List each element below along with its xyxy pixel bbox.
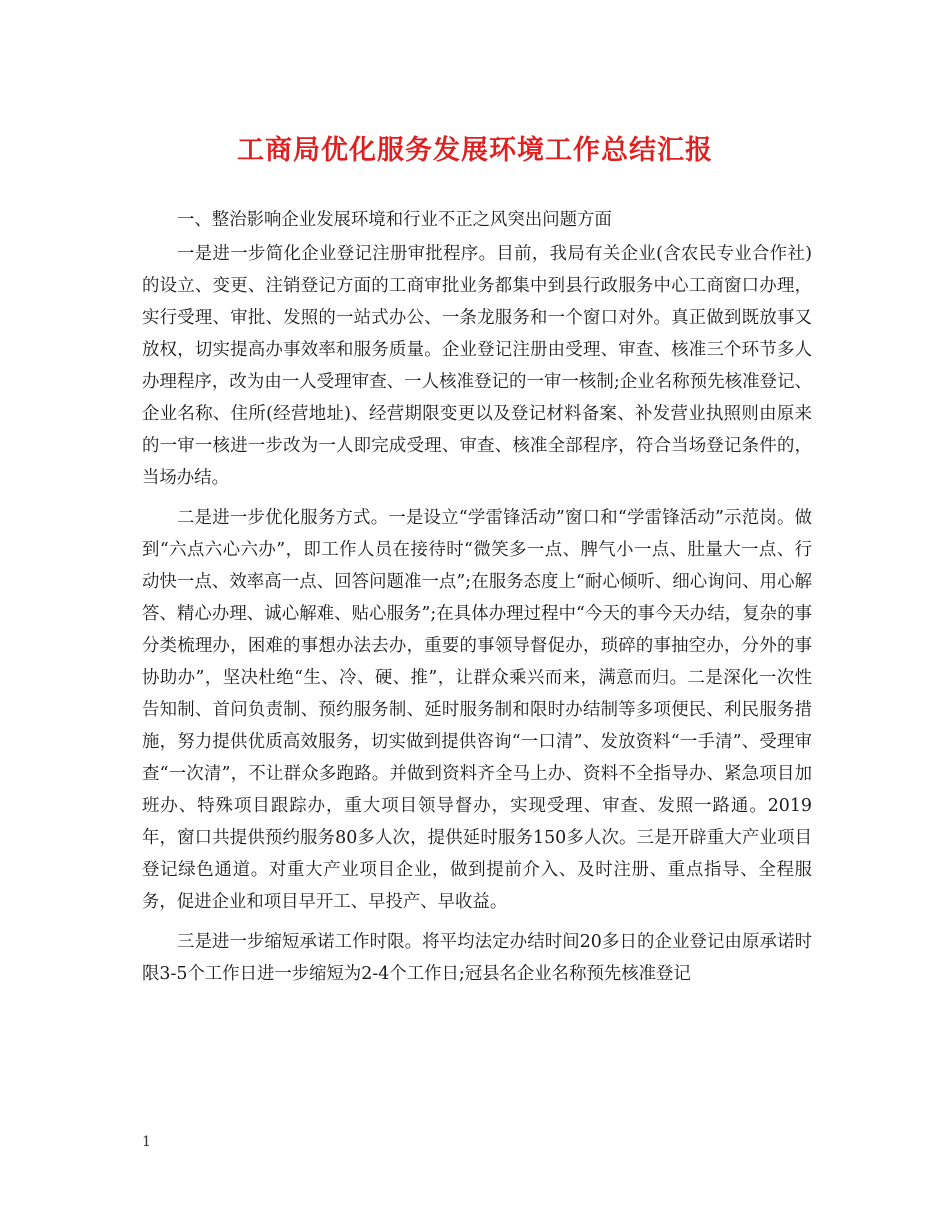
paragraph: 三是进一步缩短承诺工作时限。将平均法定办结时间20多日的企业登记由原承诺时限3-5个工作日进一步缩短为2-4个工作日;冠县名企业名称预先核准登记 xyxy=(142,932,812,984)
paragraph: 二是进一步优化服务方式。一是设立“学雷锋活动”窗口和“学雷锋活动”示范岗。做到“六点六心六办”，即工作人员在接待时“微笑多一点、脾气小一点、肚量大一点、行动快一点、效率高一点、回答问题准一点”;在服务态度上“耐心倾听、细心询问、用心解答、精心办理、诚心解难、贴心服务”;在具体办理过程中“今天的事今天办结，复杂的事分类梳理办，困难的事想办法去办，重要的事领导督促办，琐碎的事抽空办，分外的事协助办”，坚决杜绝“生、冷、硬、推”，让群众乘兴而来，满意而归。二是深化一次性告知制、首问负责制、预约服务制、延时服务制和限时办结制等多项便民、利民服务措施，努力提供优质高效服务，切实做到提供咨询“一口清”、发放资料“一手清”、受理审查“一次清”，不让群众多跑路。并做到资料齐全马上办、资料不全指导办、紧急项目加班办、特殊项目跟踪办，重大项目领导督办，实现受理、审查、发照一路通。2019年，窗口共提供预约服务80多人次，提供延时服务150多人次。三是开辟重大产业项目登记绿色通道。对重大产业项目企业，做到提前介入、及时注册、重点指导、全程服务，促进企业和项目早开工、早投产、早收益。 xyxy=(142,508,812,912)
document-title: 工商局优化服务发展环境工作总结汇报 xyxy=(237,135,713,166)
paragraph: 一是进一步简化企业登记注册审批程序。目前，我局有关企业(含农民专业合作社)的设立、变更、注销登记方面的工商审批业务都集中到县行政服务中心工商窗口办理，实行受理、审批、发照的一站式办公、一条龙服务和一个窗口对外。真正做到既放事又放权，切实提高办事效率和服务质量。企业登记注册由受理、审查、核准三个环节多人办理程序，改为由一人受理审查、一人核准登记的一审一核制;企业名称预先核准登记、企业名称、住所(经营地址)、经营期限变更以及登记材料备案、补发营业执照则由原来的一审一核进一步改为一人即完成受理、审查、核准全部程序，符合当场登记条件的，当场办结。 xyxy=(142,244,812,488)
section-heading: 一、整治影响企业发展环境和行业不正之风突出问题方面 xyxy=(177,210,612,230)
document-body xyxy=(142,204,812,998)
page-number: 1 xyxy=(142,1134,151,1150)
